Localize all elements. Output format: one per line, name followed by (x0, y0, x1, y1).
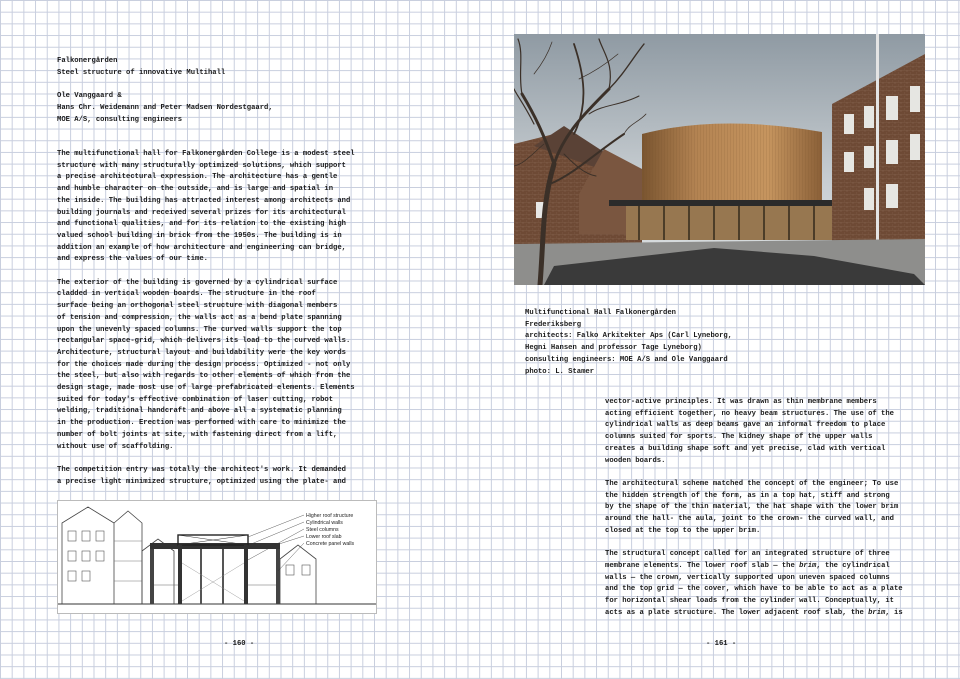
text-line: and humble character on the outside, and is large and spatial in (57, 185, 334, 194)
text-line: and functional qualities, and for its relation to the existing high (57, 220, 346, 229)
photo-caption (525, 308, 785, 378)
text-line: vector-active principles. It was drawn as thin membrane members (605, 398, 877, 406)
drawing-label: Cylindrical walls (306, 520, 343, 526)
text-fragment: acts as a plate structure. The lower adjacent roof slab, the (605, 608, 869, 617)
emphasis-term: brim (868, 608, 886, 617)
text-line: structure with many structurally optimized solutions, which support (57, 161, 346, 170)
text-line: walls — the crown, vertically supported upon uneven spaced columns (605, 573, 890, 582)
text-line: cylindrical walls as deep beams gave an informal freedom to place (605, 421, 886, 430)
right-body-text (605, 397, 925, 631)
paragraph (605, 549, 925, 619)
text-line: building journals and received several prizes for its architectural (57, 208, 346, 217)
paragraph (605, 397, 925, 467)
text-fragment: , the cylindrical (816, 561, 890, 570)
article-subtitle: Steel structure of innovative Multihall (57, 68, 226, 77)
text-line: addition an example of how architecture and engineering can bridge, (57, 243, 346, 252)
author-line: Hans Chr. Weidemann and Peter Madsen Nordestgaard, (57, 103, 273, 112)
text-line: and express the values of our time. (57, 255, 208, 264)
text-line: surface being an orthogonal steel structure with diagonal members (57, 302, 338, 311)
paragraph (605, 479, 925, 538)
caption-line: Frederiksberg (525, 320, 582, 329)
caption-line: Hegni Hansen and professor Tage Lyneborg) (525, 344, 702, 353)
drawing-label: Higher roof structure (306, 513, 354, 519)
building-photo-svg (514, 34, 925, 285)
text-line: rectangular space-grid, which delivers its load to the curved walls. (57, 337, 351, 346)
left-body-text (57, 149, 357, 500)
article-header (57, 56, 357, 126)
caption-line: architects: Falko Arkitekter Aps (Carl Lyneborg, (525, 332, 733, 341)
text-line: creates a building shape soft and yet precise, clad with vertical (605, 444, 886, 453)
text-line: by the shape of the thin material, the hat shape with the lower brim (605, 503, 899, 512)
section-drawing-svg (58, 501, 376, 613)
text-line: of tension and compression, the walls act as a bend plate spanning (57, 313, 342, 322)
text-line: around the hall- the aula, joint to the crown- the curved wall, and (605, 515, 894, 524)
text-line (605, 608, 925, 620)
text-line: wooden boards. (605, 456, 666, 465)
text-line: cladded in vertical wooden boards. The structure in the roof (57, 290, 316, 299)
article-title: Falkonergården (57, 57, 118, 65)
text-line: welding, traditional handcraft and above all a systematic planning (57, 407, 342, 416)
author-line: Ole Vanggaard & (57, 92, 122, 101)
text-line: in the production. Erection was performed with care to minimize the (57, 419, 346, 428)
building-photo (514, 34, 925, 285)
text-line: The architectural scheme matched the concept of the engineer; To use (605, 479, 899, 488)
text-line: columns suited for sports. The kidney shape of the upper walls (605, 433, 873, 442)
text-line: and the top grid — the cover, which have to be able to act as a plate (605, 585, 903, 594)
page-number: - 160 - (224, 640, 255, 648)
text-line: the hidden strength of the form, as in a top hat, stiff and strong (605, 491, 890, 500)
page-number: - 161 - (706, 640, 737, 648)
caption-title: Multifunctional Hall Falkonergården (525, 309, 676, 317)
text-line: design stage, made most use of large prefabricated elements. Elements (57, 384, 355, 393)
text-line: Architecture, structural layout and buildability were the key words (57, 348, 346, 357)
section-drawing (57, 500, 377, 614)
text-line: The multifunctional hall for Falkonergården College is a modest steel (57, 150, 355, 158)
text-line: closed at the top to the upper brim. (605, 526, 761, 535)
drawing-label: Steel columns (306, 527, 339, 533)
caption-line: consulting engineers: MOE A/S and Ole Vanggaard (525, 355, 728, 364)
text-line: acting efficient together, no heavy beam structures. The use of the (605, 409, 894, 418)
text-line: the inside. The building has attracted interest among architects and (57, 196, 351, 205)
text-line: upon the unevenly spaced columns. The curved walls support the top (57, 325, 342, 334)
text-fragment: , is (885, 608, 903, 617)
text-line: without use of scaffolding. (57, 442, 174, 451)
emphasis-term: brim (799, 561, 817, 570)
text-line (605, 561, 925, 573)
text-line: for horizontal shear loads from the cylinder wall. Conceptually, it (605, 596, 894, 605)
text-line: the steel, but also with regards to other elements of which from the (57, 372, 351, 381)
author-line: MOE A/S, consulting engineers (57, 115, 183, 124)
text-line: The exterior of the building is governed by a cylindrical surface (57, 278, 338, 287)
text-line: The competition entry was totally the architect's work. It demanded (57, 465, 346, 474)
text-line: number of bolt joints at site, with fastening direct from a lift, (57, 430, 338, 439)
paragraph (57, 149, 357, 266)
text-line: valued school building in brick from the 1950s. The building is in (57, 231, 342, 240)
text-line: for the choices made during the design process. Optimized - not only (57, 360, 351, 369)
drawing-label: Concrete panel walls (306, 541, 355, 547)
caption-line: photo: L. Stamer (525, 367, 595, 376)
text-line: suited for today's effective combination of laser cutting, robot (57, 395, 334, 404)
drawing-label: Lower roof slab (306, 534, 342, 540)
text-line: The structural concept called for an integrated structure of three (605, 550, 890, 559)
text-line: a precise light minimized structure, optimized using the plate- and (57, 477, 346, 486)
text-fragment: membrane elements. The lower roof slab — the (605, 561, 800, 570)
paragraph (57, 465, 357, 488)
paragraph (57, 278, 357, 454)
text-line: a precise architectural expression. The architecture has a gentle (57, 173, 338, 182)
